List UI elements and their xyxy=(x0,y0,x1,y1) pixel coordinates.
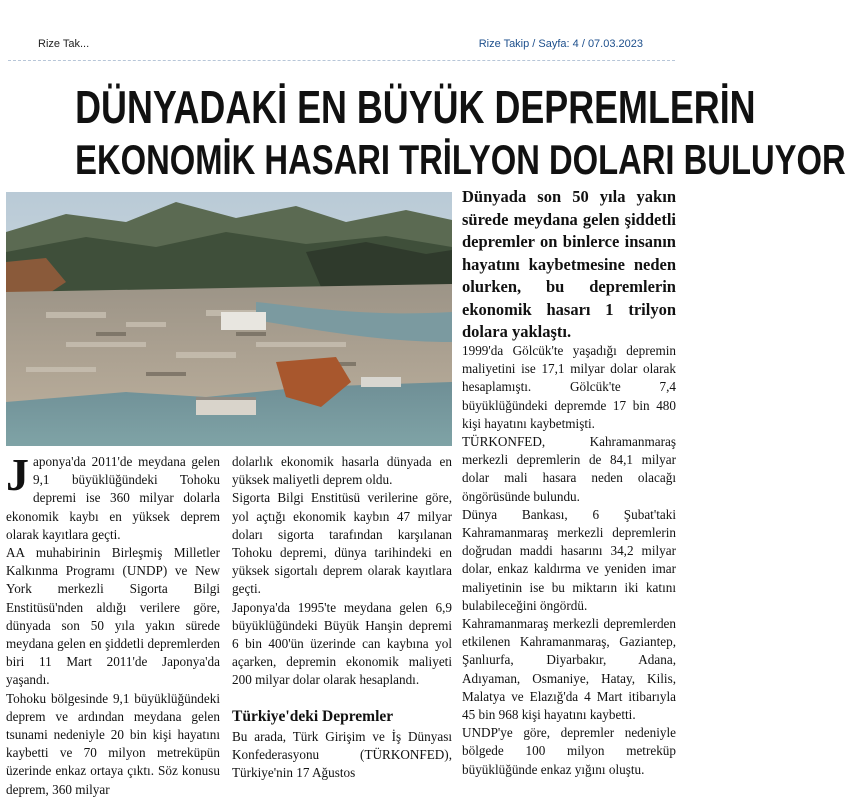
headline-line-2: EKONOMİK HASARI TRİLYON DOLARI BULUYOR xyxy=(75,136,846,183)
col2-paragraph-1: dolarlık ekonomik hasarla dünyada en yüksek maliyetli deprem oldu. xyxy=(232,454,452,488)
col3-paragraph-1: 1999'da Gölcük'te yaşadığı depremin maliyetini ise 17,1 milyar dolar olarak hesaplamıştı. Gölcük'te 7,4 büyüklüğündeki depremde 17 bin 480 kişi hayatını kaybetmişti. xyxy=(462,343,676,431)
col2-paragraph-4: Bu arada, Türk Girişim ve İş Dünyası Konfederasyonu (TÜRKONFED), Türkiye'nin 17 Ağustos xyxy=(232,728,452,781)
headline-line-1: DÜNYADAKİ EN BÜYÜK DEPREMLERİN xyxy=(75,81,756,133)
article-column-2 xyxy=(232,453,452,782)
header-divider xyxy=(8,60,675,61)
col3-paragraph-3: Dünya Bankası, 6 Şubat'taki Kahramanmaraş merkezli depremlerin doğrudan maddi hasarını 34,2 milyar dolar, enkaz kaldırma ve yeniden imar maliyetinin ise bu miktarın iki katını bulabileceğini öngördü. xyxy=(462,506,676,613)
drop-cap: J xyxy=(6,449,29,500)
col3-paragraph-2: TÜRKONFED, Kahramanmaraş merkezli depremlerin de 84,1 milyar dolar mali hasara neden olacağı öngörüsünde bulundu. xyxy=(462,434,676,504)
lead-paragraph: Dünyada son 50 yıla yakın sürede meydana gelen şiddetli depremler on binlerce insanın hayatını kaybetmesine neden olurken, bu depremlerin ekonomik hasarı 1 trilyon dolara yaklaştı. xyxy=(462,187,676,341)
col3-paragraph-4: Kahramanmaraş merkezli depremlerden etkilenen Kahramanmaraş, Gaziantep, Şanlıurfa, Diyarbakır, Adana, Adıyaman, Osmaniye, Hatay, Kilis, Malatya ve Elazığ'da 4 Mart itibarıyla 45 bin 968 kişi hayatını kaybetti. xyxy=(462,616,676,723)
col2-paragraph-2: Sigorta Bilgi Enstitüsü verilerine göre, yol açtığı ekonomik kaybın 47 milyar doları sigorta tarafından karşılanan Tohoku depremi, dünya tarihindeki en yüksek sigortalı deprem olarak kayıtlara geçti. xyxy=(232,490,452,597)
col1-paragraph-1: aponya'da 2011'de meydana gelen 9,1 büyüklüğündeki Tohoku depremi ise 360 milyar dolarla ekonomik kaybı en yüksek deprem olarak kayıtlara geçti. xyxy=(6,454,220,542)
page-info: Rize Takip / Sayfa: 4 / 07.03.2023 xyxy=(478,38,643,50)
col2-paragraph-3: Japonya'da 1995'te meydana gelen 6,9 büyüklüğündeki Büyük Hanşin depremi 6 bin 400'ün üzerinde can kaybına yol açarken, depremin ekonomik maliyeti 200 milyar dolar olarak hesaplandı. xyxy=(232,599,452,688)
col1-paragraph-2: AA muhabirinin Birleşmiş Milletler Kalkınma Programı (UNDP) ve New York merkezli Sigorta Bilgi Enstitüsü'nden aldığı verilere göre, dünyada son 50 yıla yakın sürede meydana gelen en şiddetli depremlerden biri 11 Mart 2011'de Japonya'da yaşandı. xyxy=(6,545,220,688)
publication-name: Rize Tak... xyxy=(38,38,90,50)
tsunami-aerial-photo xyxy=(6,192,452,446)
col1-paragraph-3: Tohoku bölgesinde 9,1 büyüklüğündeki deprem ve ardından meydana gelen tsunami nedeniyle 20 bin kişi hayatını kaybetti ve 70 milyon metreküpün üzerinde enkaz ortaya çıktı. Söz konusu deprem, 360 milyar xyxy=(6,690,220,797)
article-column-3 xyxy=(462,342,676,779)
page-header xyxy=(0,0,683,62)
article-column-1 xyxy=(6,449,220,799)
section-subhead: Türkiye'deki Depremler xyxy=(232,707,394,725)
col3-paragraph-5: UNDP'ye göre, depremler nedeniyle bölgede 100 milyon metreküp büyüklüğünde enkaz yığını oluştu. xyxy=(462,725,676,777)
